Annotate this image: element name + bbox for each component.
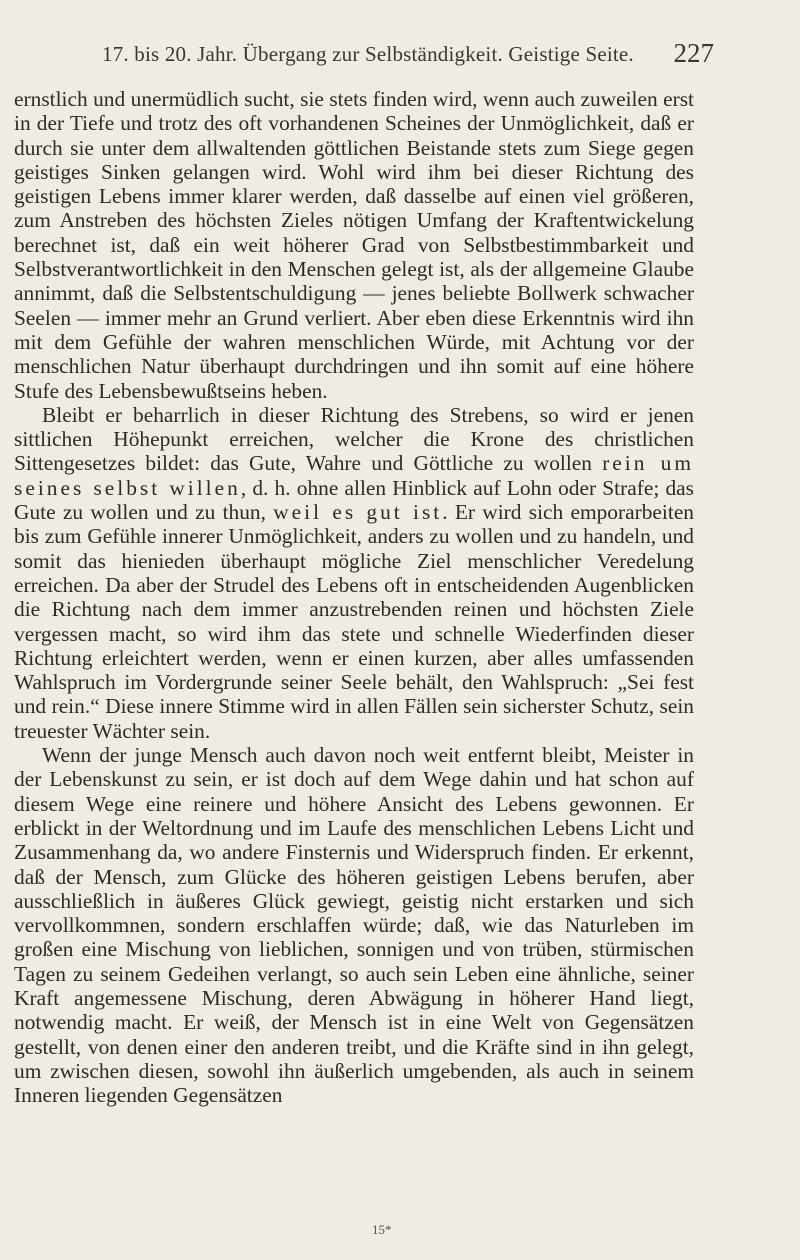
emphasis-rein-um-seines-selbst-willen: rein um seines selbst willen [14,451,694,500]
paragraph-2 [14,403,694,743]
paragraph-2-text-b: , d. h. ohne allen Hinblick auf Lohn oder Strafe; das Gute zu wollen und zu thun, [14,475,694,525]
body-text [14,87,694,1107]
paragraph-1-text: ernstlich und unermüdlich sucht, sie stets finden wird, wenn auch zuweilen erst in der Tiefe und trotz des oft vorhandenen Scheines der Unmöglichkeit, daß er durch sie unter dem allwaltenden göttlichen Beistande stets zum Siege gegen geistiges Sinken gelangen wird. Wohl wird ihm bei dieser Richtung des geistigen Lebens immer klarer werden, daß dasselbe auf einen viel größeren, zum Anstreben des höchsten Zieles nötigen Umfang der Kraftentwickelung berechnet ist, daß ein weit höherer Grad von Selbstbestimmbarkeit und Selbstverantwortlichkeit in den Menschen gelegt ist, als der allgemeine Glaube annimmt, daß die Selbstentschuldigung — jenes beliebte Bollwerk schwacher Seelen — immer mehr an Grund verliert. Aber eben diese Erkenntnis wird ihn mit dem Gefühle der wahren menschlichen Würde, mit Achtung vor der menschlichen Natur überhaupt durchdringen und ihn somit auf eine höhere Stufe des Lebensbewußtseins heben. [14,87,694,403]
paragraph-3 [14,743,694,1107]
page-number: 227 [673,38,714,68]
paragraph-2-text-a: Bleibt er beharrlich in dieser Richtung des Strebens, so wird er jenen sittlichen Höhepunkt erreichen, welcher die Krone des christlichen Sittengesetzes bildet: das Gute, Wahre und Göttliche zu wollen [14,402,694,476]
signature-mark: 15* [372,1222,392,1237]
paragraph-3-text: Wenn der junge Mensch auch davon noch weit entfernt bleibt, Meister in der Lebenskunst zu sein, er ist doch auf dem Wege dahin und hat schon auf diesem Wege eine reinere und höhere Ansicht des Lebens gewonnen. Er erblickt in der Weltordnung und im Laufe des menschlichen Lebens Licht und Zusammenhang da, wo andere Finsternis und Widerspruch finden. Er erkennt, daß der Mensch, zum Glücke des höheren geistigen Lebens berufen, aber ausschließlich in äußeres Glück gewiegt, geistig nicht erstarken und sich vervollkommnen, sondern erschlaffen würde; daß, wie das Naturleben im großen eine Mischung von lieblichen, sonnigen und von trüben, stürmischen Tagen zu seinem Gedeihen verlangt, so auch sein Leben eine ähnliche, seiner Kraft angemessene Mischung, deren Abwägung in höherer Hand liegt, notwendig macht. Er weiß, der Mensch ist in eine Welt von Gegensätzen gestellt, von denen einer den anderen treibt, und die Kräfte sind in ihn gelegt, um zwischen diesen, sowohl ihn äußerlich umgebenden, als auch in seinem Inneren liegenden Gegensätzen [14,743,694,1108]
running-head [40,40,712,80]
emphasis-weil-es-gut-ist: weil es gut ist [273,500,443,525]
running-title: 17. bis 20. Jahr. Übergang zur Selbständigkeit. Geistige Seite. [102,42,634,66]
paragraph-1 [14,87,694,403]
paragraph-2-text-c: . Er wird sich emporarbeiten bis zum Gefühle innerer Unmöglichkeit, anders zu wollen und zu handeln, und somit das hienieden überhaupt mögliche Ziel menschlicher Veredelung erreichen. Da aber der Strudel des Lebens oft in entscheidenden Augenblicken die Richtung nach dem immer anzustrebenden reinen und höchsten Ziele vergessen macht, so wird ihm das stete und schnelle Wiederfinden dieser Richtung erleichtert werden, wenn er einen kurzen, aber alles umfassenden Wahlspruch im Vordergrunde seiner Seele behält, den Wahlspruch: „Sei fest und rein.“ Diese innere Stimme wird in allen Fällen sein sicherster Schutz, sein treuester Wächter sein. [14,500,695,743]
